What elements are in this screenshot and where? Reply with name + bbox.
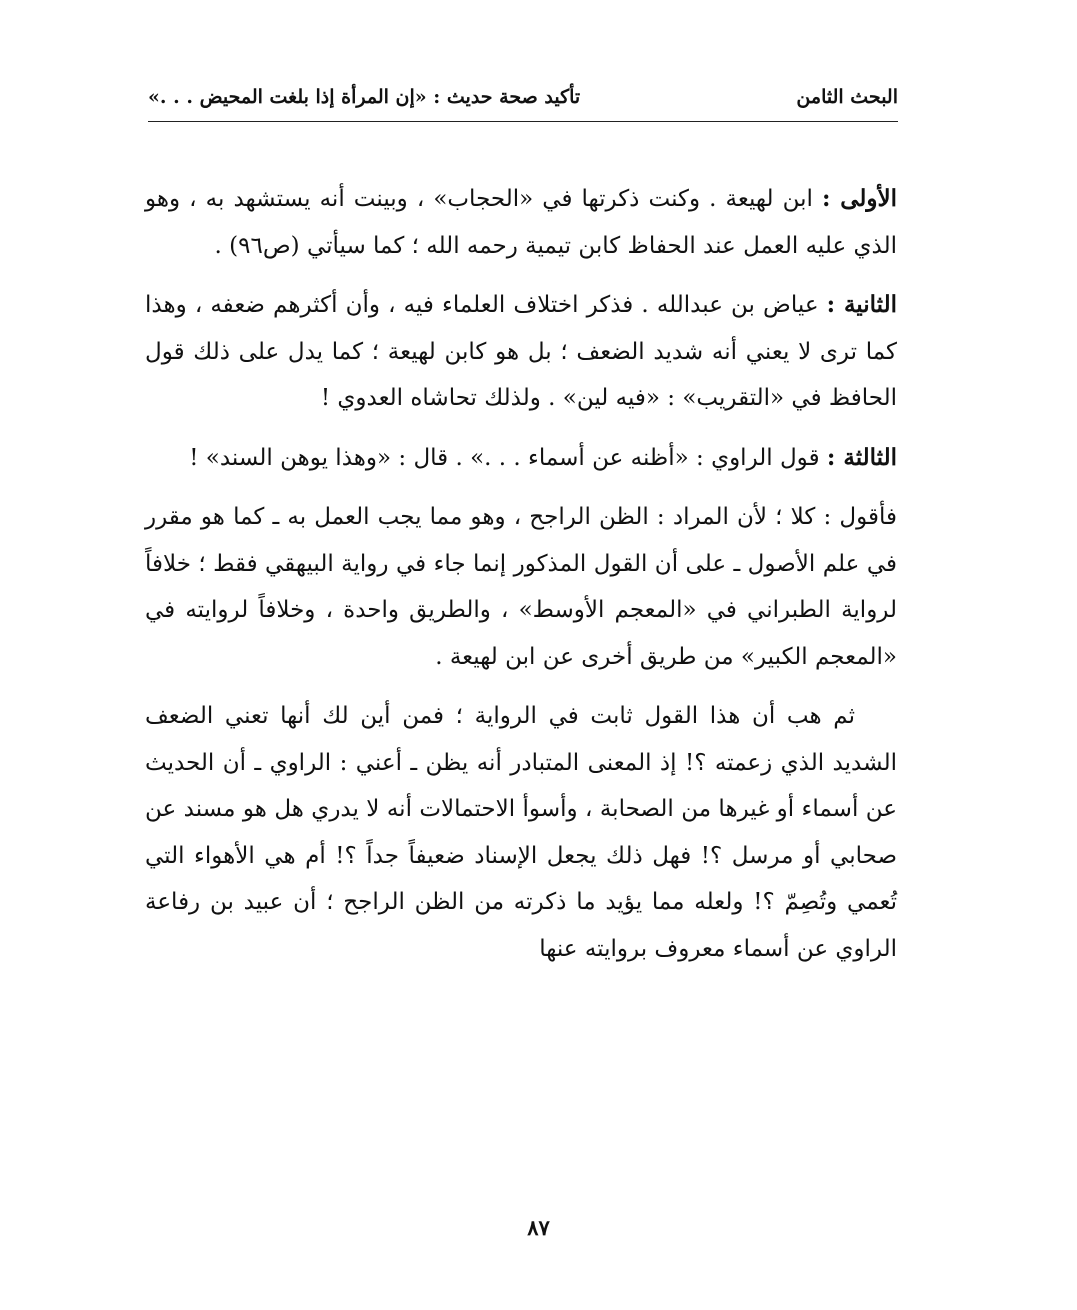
- body-text: [145, 176, 897, 985]
- section-title: البحث الثامن: [796, 86, 898, 108]
- paragraph-response: [145, 494, 897, 680]
- paragraph-text: ثم هب أن هذا القول ثابت في الرواية ؛ فمن أين لك أنها تعني الضعف الشديد الذي زعمته ؟! إذ المعنى المتبادر أنه يظن ـ أعني : الراوي ـ أن الحديث عن أسماء أو غيرها من الصحابة ، وأسوأ الاحتمالات أنه لا يدري هل هو مسند عن صحابي أو مرسل ؟! فهل ذلك يجعل الإسناد ضعيفاً جداً ؟! أم هي الأهواء التي تُعمي وتُصِمّ ؟! ولعله مما يؤيد ما ذكرته من الظن الراجح ؛ أن عبيد بن رفاعة الراوي عن أسماء معروف بروايته عنها: [145, 703, 897, 962]
- paragraph-text: عياض بن عبدالله . فذكر اختلاف العلماء فيه ، وأن أكثرهم ضعفه ، وهذا كما ترى لا يعني أنه شديد الضعف ؛ بل هو كابن لهيعة ؛ كما يدل على ذلك قول الحافظ في «التقريب» : «فيه لين» . ولذلك تحاشاه العدوي !: [145, 292, 897, 411]
- paragraph-text: فأقول : كلا ؛ لأن المراد : الظن الراجح ، وهو مما يجب العمل به ـ كما هو مقرر في علم الأصول ـ على أن القول المذكور إنما جاء في رواية البيهقي فقط ؛ خلافاً لرواية الطبراني في «المعجم الأوسط» ، والطريق واحدة ، وخلافاً لروايته في «المعجم الكبير» من طريق أخرى عن ابن لهيعة .: [145, 504, 897, 670]
- running-header: [148, 84, 898, 118]
- paragraph-first-reason: [145, 176, 897, 269]
- paragraph-lead: الثانية :: [826, 291, 897, 318]
- header-rule: [148, 121, 898, 122]
- paragraph-lead: الثالثة :: [826, 443, 897, 471]
- paragraph-second-reason: [145, 282, 897, 422]
- paragraph-text: قول الراوي : «أظنه عن أسماء . . .» . قال : «وهذا يوهن السند» !: [189, 444, 827, 471]
- paragraph-rebuttal: [145, 693, 897, 972]
- paragraph-third-reason: [145, 435, 897, 482]
- paragraph-lead: الأولى :: [821, 185, 898, 212]
- chapter-title: تأكيد صحة حديث : «إن المرأة إذا بلغت المحيض . . .»: [148, 86, 581, 108]
- page-number: ٨٧: [527, 1215, 550, 1240]
- paragraph-text: ابن لهيعة . وكنت ذكرتها في «الحجاب» ، وبينت أنه يستشهد به ، وهو الذي عليه العمل عند الحفاظ كابن تيمية رحمه الله ؛ كما سيأتي (ص٩٦) .: [145, 186, 897, 259]
